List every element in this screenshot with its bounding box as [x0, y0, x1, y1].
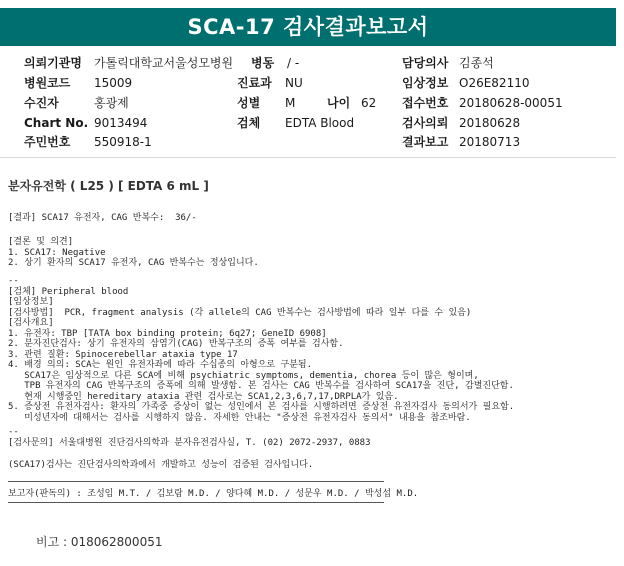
- patient-value: 홍광제: [94, 96, 129, 110]
- report-value: 20180713: [459, 135, 521, 149]
- sex-label: 성별: [237, 96, 261, 110]
- hospcode-value: 15009: [94, 76, 133, 90]
- request-value: 20180628: [459, 116, 521, 130]
- chart-value: 9013494: [94, 116, 148, 130]
- hospcode-label: 병원코드: [24, 76, 71, 90]
- doctor-label: 담당의사: [402, 56, 449, 70]
- hospital-value: 가톨릭대학교서울성모병원: [94, 56, 234, 70]
- signature-rule-top: [8, 481, 384, 482]
- remark: 비고 : 018062800051: [36, 535, 163, 549]
- ward-label: 병동: [251, 56, 275, 70]
- specimen-label: 검체: [237, 116, 261, 130]
- clinical-value: O26E82110: [459, 76, 530, 90]
- report-label: 결과보고: [402, 135, 449, 149]
- ward-value: / -: [287, 56, 300, 70]
- section-title: 분자유전학 ( L25 ) [ EDTA 6 mL ]: [8, 179, 209, 193]
- hospital-label: 의뢰기관명: [24, 56, 82, 70]
- signature-rule-bottom: [8, 502, 384, 503]
- age-value: 62: [361, 96, 377, 110]
- sex-value: M: [285, 96, 296, 110]
- specimen-method-block: -- [검체] Peripheral blood [임상정보] [검사방법] PCR, fragment analysis (각 allele의 CAG 반복수는 검사방법에 따라 일부 다를 수 있음) [검사개요] 1. 유전자: TBP [TATA box binding protein; 6q27; GeneID 6908] 2. 분자진단검사: 상기 유전자의 삼염기(CAG) 반복구조의 증폭 여부를 검사함. 3. 관련 질환: Spinocerebellar ataxia type 17 4. 배경 의의: SCA는 원인 유전자좌에 따라 수십종의 아형으로 구분됨. SCA17은 임상적으로 다른 SCA에 비해 psychiatric symptoms, dementia, chorea 등이 많은 형이며, TPB 유전자의 CAG 반복구조의 증폭에 의해 발생함. 본 검사는 CAG 반복수를 검사하여 SCA17을 진단, 감별진단함. 현재 시행중인 hereditary ataxia 관련 검사로는 SCA1,2,3,6,7,17,DRPLA가 있음. 5. 증상전 유전자검사: 환자의 가족중 증상이 없는 성인에서 본 검사를 시행하려면 증상전 유전자검사 동의서가 필요함. 미성년자에 대해서는 검사를 시행하지 않음. 자세한 안내는 "증상전 유전자검사 동의서" 내용을 참조바람.: [8, 276, 515, 423]
- report-title: SCA-17 검사결과보고서: [0, 8, 616, 46]
- rrn-label: 주민번호: [24, 135, 71, 149]
- receipt-label: 접수번호: [402, 96, 449, 110]
- header-divider: [0, 157, 616, 158]
- dept-value: NU: [285, 76, 303, 90]
- reporters-line: 보고자(판독의) : 조성임 M.T. / 김보람 M.D. / 양다혜 M.D. / 성문우 M.D. / 박성섭 M.D.: [8, 489, 419, 499]
- conclusion-block: [결론 및 의견] 1. SCA17: Negative 2. 상기 환자의 SCA17 유전자, CAG 반복수는 정상입니다.: [8, 237, 259, 268]
- rrn-value: 550918-1: [94, 135, 152, 149]
- specimen-value: EDTA Blood: [285, 116, 355, 130]
- receipt-value: 20180628-00051: [459, 96, 563, 110]
- chart-label: Chart No.: [24, 116, 89, 130]
- doctor-value: 김종석: [459, 56, 494, 70]
- patient-label: 수진자: [24, 96, 59, 110]
- inquiry-block: -- [검사문의] 서울대병원 진단검사의학과 분자유전검사실, T. (02) 2072-2937, 0883: [8, 427, 371, 448]
- result-line: [결과] SCA17 유전자, CAG 반복수: 36/-: [8, 213, 197, 223]
- request-label: 검사의뢰: [402, 116, 449, 130]
- age-label: 나이: [327, 96, 351, 110]
- validation-note: (SCA17)검사는 진단검사의학과에서 개발하고 성능이 검증된 검사입니다.: [8, 460, 314, 470]
- dept-label: 진료과: [237, 76, 272, 90]
- clinical-label: 임상정보: [402, 76, 449, 90]
